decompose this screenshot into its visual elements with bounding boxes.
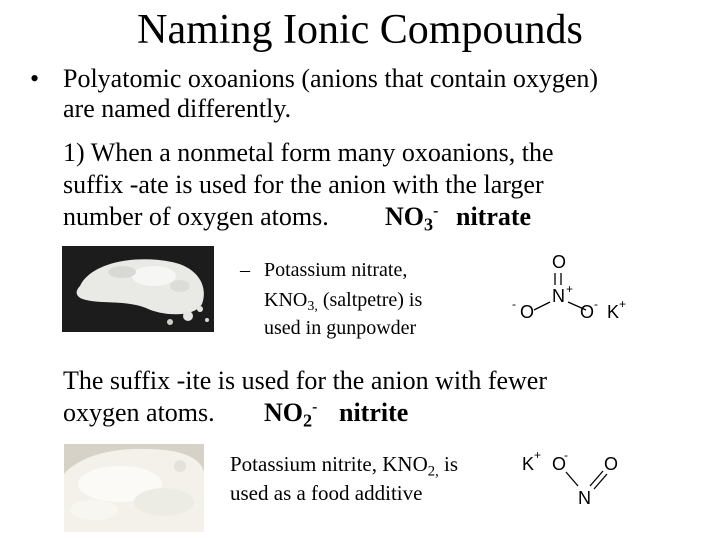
kno2-line-1 (230, 450, 458, 478)
kno2-line-1-a: Potassium nitrite, KNO (230, 452, 428, 476)
kno3-line-2-a: KNO (264, 289, 308, 311)
bullet-line-2: are named differently. (63, 94, 292, 123)
nitrite-potassium: K (522, 454, 535, 474)
nitrite-charge: - (312, 398, 318, 416)
ite-line-1: The suffix -ite is used for the anion with fewer (63, 366, 547, 395)
nitrate-structure (508, 246, 638, 326)
kno3-line-2-sub: 3, (307, 299, 318, 315)
nitrate-formula-sub: 3 (424, 214, 434, 235)
kno2-line-1-b: is (438, 452, 459, 476)
kno3-line-1: Potassium nitrate, (264, 259, 408, 281)
point1-line-3: number of oxygen atoms. (63, 202, 329, 231)
kno3-line-2 (264, 287, 422, 313)
nitrite-structure (516, 446, 632, 508)
sub-bullet-dash: – (240, 259, 250, 281)
nitrate-charge: - (433, 202, 439, 220)
nitrite-formula (264, 396, 317, 429)
slide-title: Naming Ionic Compounds (137, 7, 583, 53)
ite-line-2: oxygen atoms. (63, 398, 215, 427)
nitrate-name: nitrate (456, 202, 532, 231)
point1-line-2: suffix -ate is used for the anion with the larger (63, 170, 544, 199)
nitrate-formula-base: NO (385, 202, 424, 231)
nitrate-o-right-charge: - (594, 297, 598, 311)
nitrate-formula (385, 200, 438, 233)
bullet-marker: • (30, 64, 40, 93)
potassium-charge: + (619, 297, 627, 311)
nitrate-oxygen-right: O (580, 302, 595, 322)
kno3-line-2-b: (saltpetre) is (317, 289, 423, 311)
nitrite-nitrogen: N (578, 488, 591, 508)
nitrite-o-charge: - (564, 448, 568, 462)
nitrate-n-charge: + (566, 282, 574, 296)
nitrite-formula-sub: 2 (303, 410, 313, 431)
kno3-line-3: used in gunpowder (264, 317, 417, 339)
point1-line-1: 1) When a nonmetal form many oxoanions, the (63, 138, 554, 167)
potassium-nitrate-photo (62, 246, 214, 332)
nitrite-formula-base: NO (264, 398, 303, 427)
nitrite-oxygen-right: O (604, 454, 619, 474)
nitrate-oxygen-left: O (520, 302, 535, 322)
kno2-line-1-sub: 2, (427, 463, 439, 480)
bullet-line-1: Polyatomic oxoanions (anions that contain oxygen) (63, 64, 599, 93)
nitrite-oxygen-left: O (552, 454, 567, 474)
nitrate-nitrogen: N (552, 286, 565, 306)
nitrite-name: nitrite (339, 398, 409, 427)
potassium-ion: K (607, 302, 620, 322)
nitrate-o-left-charge: - (512, 297, 516, 311)
potassium-nitrite-photo (64, 444, 204, 532)
nitrate-oxygen-top: O (552, 252, 567, 272)
nitrite-potassium-charge: + (534, 448, 542, 462)
kno2-line-2: used as a food additive (230, 481, 423, 505)
